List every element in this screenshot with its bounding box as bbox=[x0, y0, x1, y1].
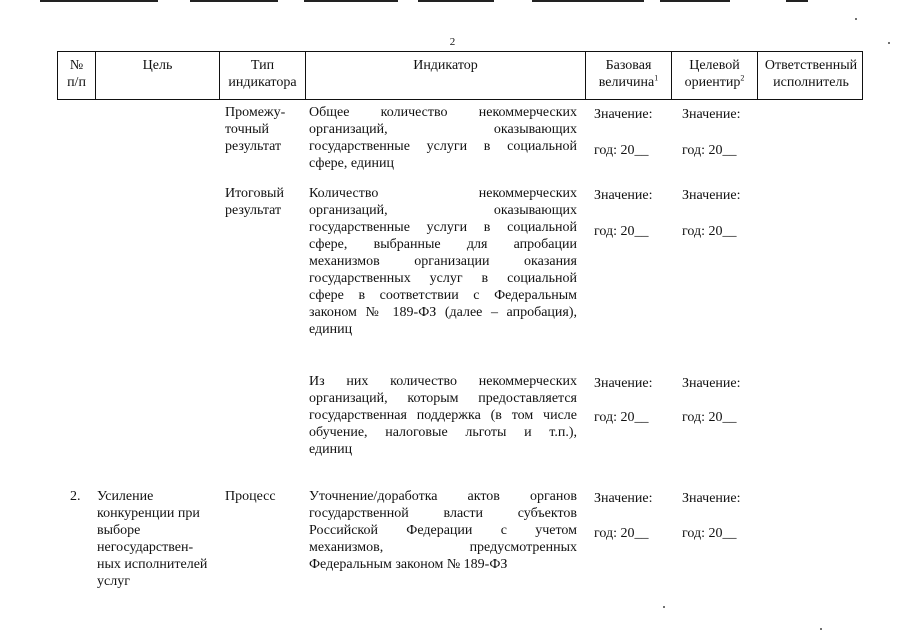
header-indicator-type: Тип индикатора bbox=[228, 58, 297, 90]
header-target: Целевой ориентир$^2$ bbox=[684, 58, 745, 90]
header-number: № п/п bbox=[67, 58, 86, 90]
row-2-target: Значение: год: 20__ bbox=[682, 188, 741, 239]
header-indicator: Индикатор bbox=[413, 58, 478, 73]
row-1-base-value: Значение: год: 20__ bbox=[594, 107, 653, 158]
row-4-indicator-type: Процесс bbox=[225, 489, 276, 504]
row-3-target: Значение: год: 20__ bbox=[682, 376, 741, 425]
footnote-mark: 2 bbox=[740, 73, 745, 83]
page-number: 2 bbox=[449, 36, 456, 48]
header-base-value: Базовая величина$^1$ bbox=[598, 58, 659, 90]
top-scan-line bbox=[40, 0, 158, 2]
row-3-indicator: Из них количество некоммерческих организаций, которым предоставляется государственная поддержка (в том числе обучение, налоговые льготы и т.п.), единиц bbox=[309, 374, 577, 457]
top-scan-line bbox=[532, 0, 644, 2]
row-2-indicator: Количество некоммерческих организаций, оказывающих государственные услуги в социальной сфере, выбранные для апробации механизмов организации оказания государственных услуг в социальной сфере в соответствии с Федеральным законом № 189-ФЗ (далее – апробация), единиц bbox=[309, 186, 577, 337]
scan-speck bbox=[663, 606, 665, 608]
row-1-indicator-type: Промежу- точный результат bbox=[225, 105, 286, 154]
row-4-indicator: Уточнение/доработка актов органов государственной власти субъектов Российской Федерации с учетом механизмов, предусмотренных Федеральным законом № 189-ФЗ bbox=[309, 489, 577, 572]
row-4-base-value: Значение: год: 20__ bbox=[594, 491, 653, 541]
row-2-base-value: Значение: год: 20__ bbox=[594, 188, 653, 239]
top-scan-line bbox=[190, 0, 278, 2]
row-4-goal: Усиление конкуренции при выборе негосударствен- ных исполнителей услуг bbox=[97, 489, 208, 589]
scan-speck bbox=[820, 628, 822, 630]
top-scan-line bbox=[660, 0, 730, 2]
header-goal: Цель bbox=[142, 58, 173, 73]
footnote-mark: 1 bbox=[654, 73, 659, 83]
header-responsible: Ответственный исполнитель bbox=[764, 58, 858, 90]
row-4-target: Значение: год: 20__ bbox=[682, 491, 741, 541]
row-2-indicator-type: Итоговый результат bbox=[225, 186, 284, 218]
row-3-base-value: Значение: год: 20__ bbox=[594, 376, 653, 425]
row-1-indicator: Общее количество некоммерческих организаций, оказывающих государственные услуги в социальной сфере, единиц bbox=[309, 105, 577, 171]
table-header bbox=[57, 51, 863, 100]
top-scan-line bbox=[786, 0, 808, 2]
top-scan-line bbox=[304, 0, 398, 2]
row-1-target: Значение: год: 20__ bbox=[682, 107, 741, 158]
row-4-number: 2. bbox=[70, 489, 81, 504]
scan-speck bbox=[855, 18, 857, 20]
top-scan-line bbox=[418, 0, 494, 2]
